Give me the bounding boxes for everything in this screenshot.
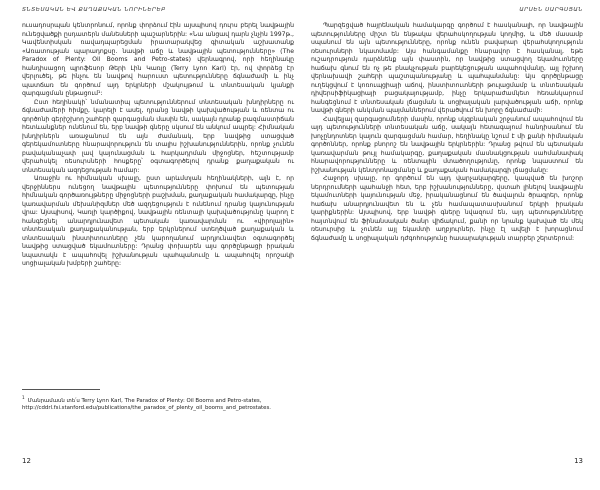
footnote-number: 1 <box>22 395 25 400</box>
footnote-divider <box>22 389 100 390</box>
left-paragraph-3: Առաջին ու հիմնական սխալը, ըստ արևմտյան հեղինակների, այն է, որ վերջիններս ունեցող նավթային պետությունները փոխում են պետության հիմնական գործառույթները միջոցների բաշխման, քաղաքական համակարգը, ինչը կառավարման մեխանիզմներ մեծ ազդեցություն է ունենում դրանց կայունության վրա: Այսպիսով, Կառլի կարծիքով, նավթային ռենտայի կախվածությունը կարող է հանգեցնել անարդյունավետ պետական կառավարման ու «վիրոլային» տնտեսական քաղաքականության, երբ երկրներում ստեղծված քաղաքական և տնտեսական ինստիտուտները չեն կարողանում արդյունավետ օգտագործել նավթից ստացված եկամուտները: Դրանց փոխարեն այս գործընթացի իրական նպատակն է ապահովել իշխանության պահպանումը և ապահովել որոշակի սոցիալական խմբերի շահերը: <box>22 175 294 267</box>
right-paragraph-1: Պարզեցված հայրենական համակարգը գործում է հասկանալի, որ նավթային պետությունները միշտ են ենթակա վերահսկողության կողմից, և մեծ մասամբ սպանում են այն պետությունները, որոնք ունեն բավարար վերահսկողություն ռեսուրսների նկատմամբ: Այս հանգամանքը հնարավոր է հասկանալ, եթե ուշադրություն դարձնենք այն փաստին, որ նավթից ստացվող եկամուտները հաճախ գնում են ոչ թե բնակչության բարեկեցության ապահովմանը, այլ իշխող վերնախավի շահերի պաշտպանությանը և պահպանմանը: Այս գործընթացը ուղեկցվում է կոռուպցիայի աճով, ինստիտուտների թուլացմամբ և տնտեսական դիվերսիֆիկացիայի բացակայությամբ, ինչը երկարաժամկետ հեռանկարում հանգեցնում է տնտեսական լճացման և սոցիալական լարվածության աճի, որոնք նավթի գների անկման պայմաններում վերածվում են խորը ճգնաժամի: <box>311 22 583 114</box>
right-page-body <box>311 22 583 243</box>
footnote-text: Մանրամասն տե՛ս Terry Lynn Karl, The Paradox of Plenty: Oil Booms and Petro-states, http://cddrl.fsi.stanford.edu/publications/the_paradox_of_plenty_oil_booms_and_petrostates. <box>22 397 271 411</box>
left-page <box>22 0 294 490</box>
left-paragraph-2: Ըստ հեղինակի՝ նմանատիպ պետություններում տնտեսական խնդիրները ու ճգնաժամերի հիմքը, կարելի է ասել, դրանց նավթի կախվածության և ռենտա ու գործոնի գերիշխող շահերի զարգացման մասին են, սակայն դրանք բազմաստիճան հետևանքներ ունենում են, երբ նավթի գները սկսում են անկում ապրել: Հիմնական խնդիրներն առաջանում են այն ժամանակ, երբ նավթից ստացված գերեկամուտները հնարավորություն են տալիս իշխանություններին, որոնք չունեն բավականաչափ լավ կայունացման և հարկադրման միջոցներ, հեշտությամբ վերահսկել ռեսուրսների հոսքերը՝ օգտագործելով դրանք քաղաքական ու տնտեսական ազդեցության համար: <box>22 98 294 174</box>
left-running-head: ՏՆՏԵՍԱԿԱՆ ԵՎ ՔԱՂԱՔԱԿԱՆ ՆՈՐԻՆԵՐԵԲ <box>22 7 166 13</box>
right-page <box>311 0 583 490</box>
right-running-head: ԱՐՍԵՆ ՍԱՐԳՍՅԱՆ <box>519 7 583 13</box>
right-paragraph-2: Հավելյալ զարգացումների մասին, որոնք սկզբնական շրջանում ապահովում են այդ պետությունների տնտեսական աճը, սակայն հետագայում հանդիսանում են խոչընդոտներ կայուն զարգացման համար, հեղինակը նշում է մի քանի հիմնական գործոններ, որոնք բնորոշ են նավթային երկրներին: Դրանց թվում են պետական կառավարման թույլ համակարգը, քաղաքական մասնակցության սահմանափակ հնարավորությունները և ռենտային մտածողությունը, որոնք նպաստում են իշխանության կենտրոնացմանը և քաղաքական համակարգի լճացմանը: <box>311 115 583 174</box>
right-paragraph-3: Հաջորդ սխալը, որ գործում են այդ վարչակարգերը, կապված են խոշոր ներդրումների պահանջի հետ, երբ իշխանությունները, վստահ լինելով նավթային եկամուտների կայունության մեջ, իրականացնում են ծավալուն ծրագրեր, որոնք հաճախ անարդյունավետ են և չեն համապատասխանում երկրի իրական կարիքներին: Այսպիսով, երբ նավթի գները նվազում են, այդ պետությունները հայտնվում են ֆինանսական ծանր վիճակում, քանի որ նրանք կախված են մեկ ռեսուրսից և չունեն այլ եկամտի աղբյուրներ, ինչը էլ ավելի է խորացնում ճգնաժամը և սոցիալական դժգոհությունը հասարակության տարբեր շերտերում: <box>311 175 583 242</box>
footnote <box>22 394 294 412</box>
left-paragraph-1: ուսադոսրպան կենտրոնում, որոնք փորձում էին այսպիսով դուրս բերել նավթային ունեցվածքի ըսդատերն մանեսների պաշարներին: «Նա անցավ դարն չնչին 1997թ., Կավենտիսկան ռավադպարեցման իրատարակվեց գիտական աշխատանք «Առատության պարադոքսը. նավթի աճը և նավթային պետությունները» (The Paradox of Plenty: Oil Booms and Petro-states) վերնագրով, որի հեղինակը հանդիսացող պրոֆեսոր Թերի Լին Կառլը (Terry Lynn Karl) էր, ով փորձեց էր վերլուծել, թե ինչու են նավթով հարուստ պետությունները ճգնաժամի և ինչ պատճառ են գործում այդ երկրների մշակույթում և տնտեսական կյանքի զարգացման ընթացում¹: <box>22 22 294 97</box>
left-page-body <box>22 22 294 269</box>
left-page-number: 12 <box>22 457 31 465</box>
right-page-number: 13 <box>574 457 583 465</box>
